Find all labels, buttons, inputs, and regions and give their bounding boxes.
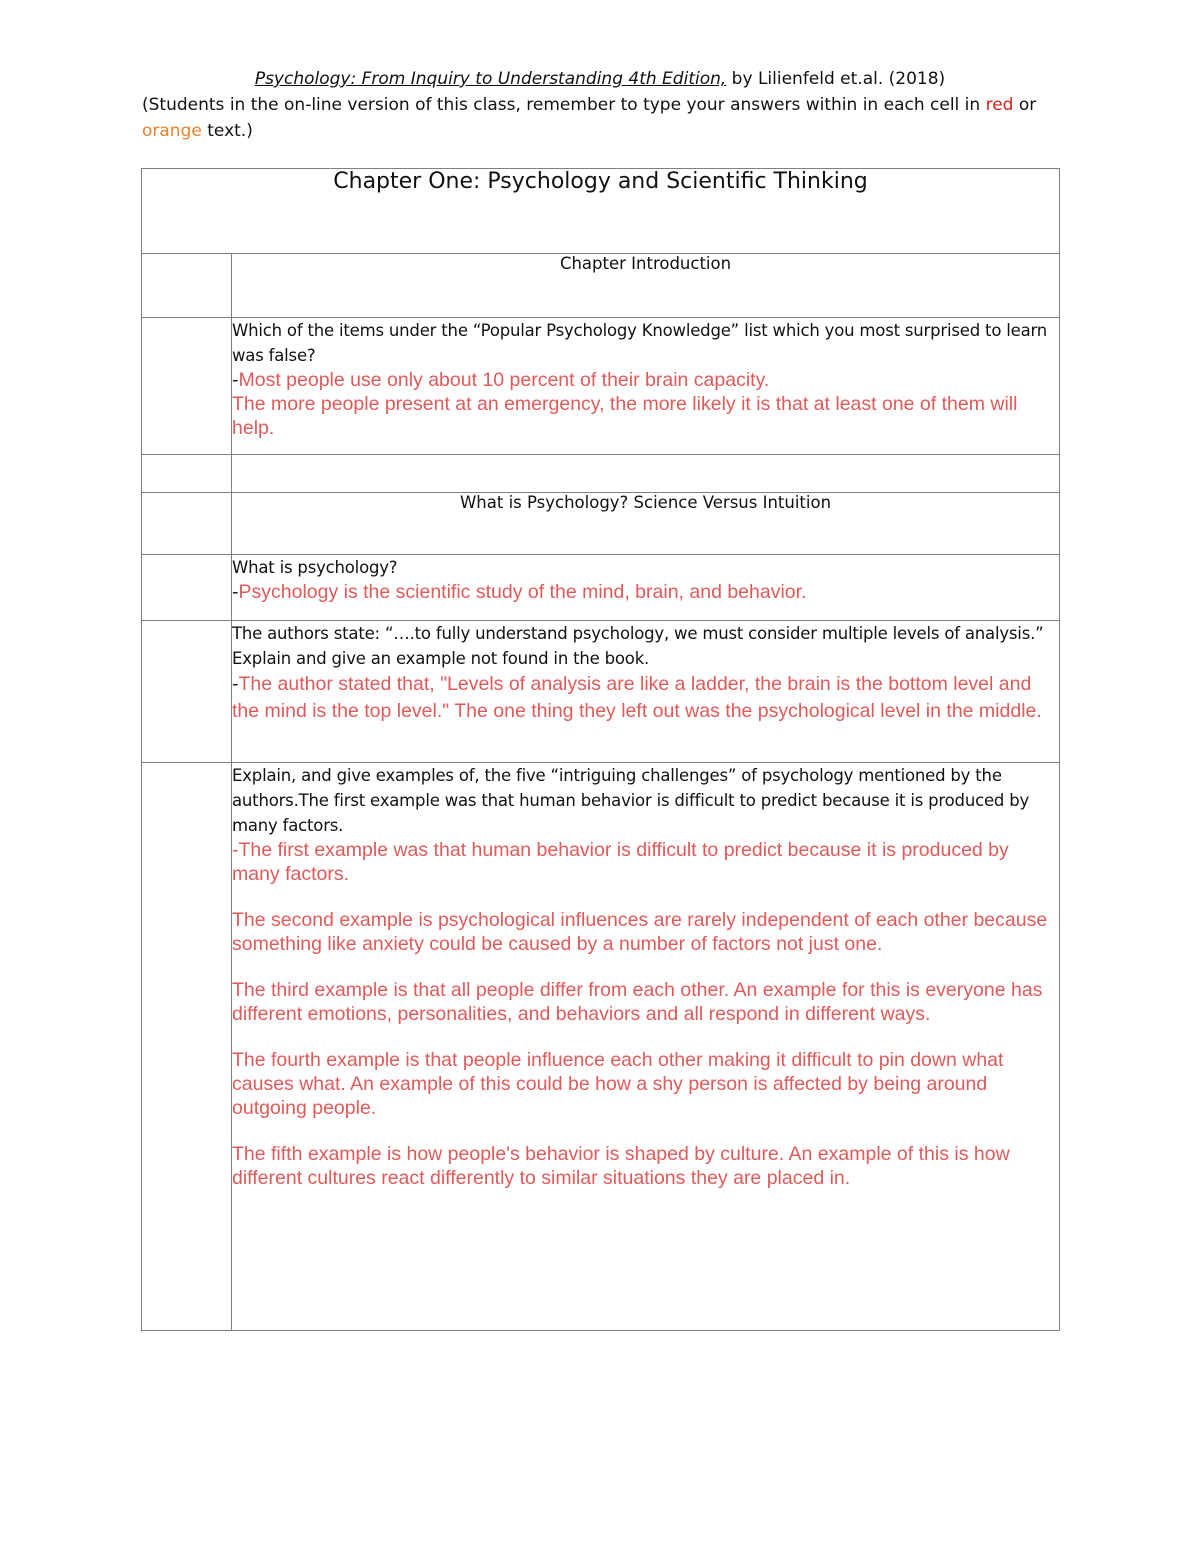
answer-paragraph-2: The second example is psychological influences are rarely independent of each other because something like anxiety could be caused by a number of factors not just one. bbox=[232, 909, 1048, 955]
note-suffix: text.) bbox=[201, 121, 253, 141]
instruction-note-cont bbox=[120, 118, 1080, 144]
row-number-cell bbox=[142, 318, 232, 455]
answer-line-1: Most people use only about 10 percent of their brain capacity. bbox=[238, 369, 770, 391]
row-number-cell bbox=[142, 493, 232, 555]
worksheet-table bbox=[141, 168, 1060, 1331]
answer-body: The author stated that, "Levels of analysis are like a ladder, the brain is the bottom level and the mind is the top level." The one thing they left out was the psychological level in the middle. bbox=[232, 673, 1042, 722]
question-text: Which of the items under the “Popular Psychology Knowledge” list which you most surprised to learn was false? bbox=[232, 321, 1048, 365]
note-or: or bbox=[1013, 95, 1037, 115]
row-number-cell bbox=[142, 621, 232, 763]
question-cell-4[interactable] bbox=[232, 763, 1060, 1331]
question-cell-3[interactable] bbox=[232, 621, 1060, 763]
answer-text bbox=[232, 671, 1059, 725]
row-number-cell bbox=[142, 555, 232, 621]
answer-paragraph-4: The fourth example is that people influence each other making it difficult to pin down what causes what. An example of this could be how a shy person is affected by being around outgoing people. bbox=[232, 1049, 1004, 1119]
question-text: The authors state: “….to fully understand psychology, we must consider multiple levels of analysis.” Explain and give an example not found in the book. bbox=[232, 624, 1044, 668]
answer-paragraph-3: The third example is that all people differ from each other. An example for this is everyone has different emotions, personalities, and behaviors and all respond in different ways. bbox=[232, 979, 1043, 1025]
citation-line bbox=[120, 66, 1080, 92]
question-cell-2[interactable] bbox=[232, 555, 1060, 621]
book-author: by Lilienfeld et.al. (2018) bbox=[726, 69, 946, 89]
answer-paragraph-1: -The first example was that human behavior is difficult to predict because it is produced by many factors. bbox=[232, 839, 1009, 885]
answer-line-2: The more people present at an emergency, the more likely it is that at least one of them will help. bbox=[232, 393, 1018, 439]
question-text: What is psychology? bbox=[232, 558, 398, 577]
answer-dash: - bbox=[232, 581, 239, 603]
answer-dash: - bbox=[232, 369, 239, 391]
book-title: Psychology: From Inquiry to Understanding 4th Edition, bbox=[254, 69, 727, 89]
row-number-cell bbox=[142, 455, 232, 493]
question-cell-1[interactable] bbox=[232, 318, 1060, 455]
empty-cell[interactable] bbox=[232, 455, 1060, 493]
document-header bbox=[120, 66, 1080, 144]
answer-paragraph-5: The fifth example is how people's behavior is shaped by culture. An example of this is how different cultures react differently to similar situations they are placed in. bbox=[232, 1143, 1010, 1189]
answer-text bbox=[232, 368, 1059, 392]
note-red-word: red bbox=[985, 95, 1014, 115]
note-prefix: (Students in the on-line version of this class, remember to type your answers within in each cell in bbox=[142, 95, 986, 115]
row-number-cell bbox=[142, 254, 232, 318]
section-heading-science: What is Psychology? Science Versus Intuition bbox=[232, 493, 1060, 555]
answer-dash: - bbox=[232, 673, 239, 695]
chapter-title: Chapter One: Psychology and Scientific Thinking bbox=[142, 169, 1060, 254]
answer-body: Psychology is the scientific study of the mind, brain, and behavior. bbox=[238, 581, 807, 603]
question-text: Explain, and give examples of, the five “intriguing challenges” of psychology mentioned by the authors.The first example was that human behavior is difficult to predict because it is produced by many factors. bbox=[232, 766, 1030, 835]
row-number-cell bbox=[142, 763, 232, 1331]
answer-text bbox=[232, 580, 1059, 604]
section-heading-intro: Chapter Introduction bbox=[232, 254, 1060, 318]
instruction-note bbox=[120, 92, 1080, 118]
note-orange-word: orange bbox=[142, 121, 202, 141]
